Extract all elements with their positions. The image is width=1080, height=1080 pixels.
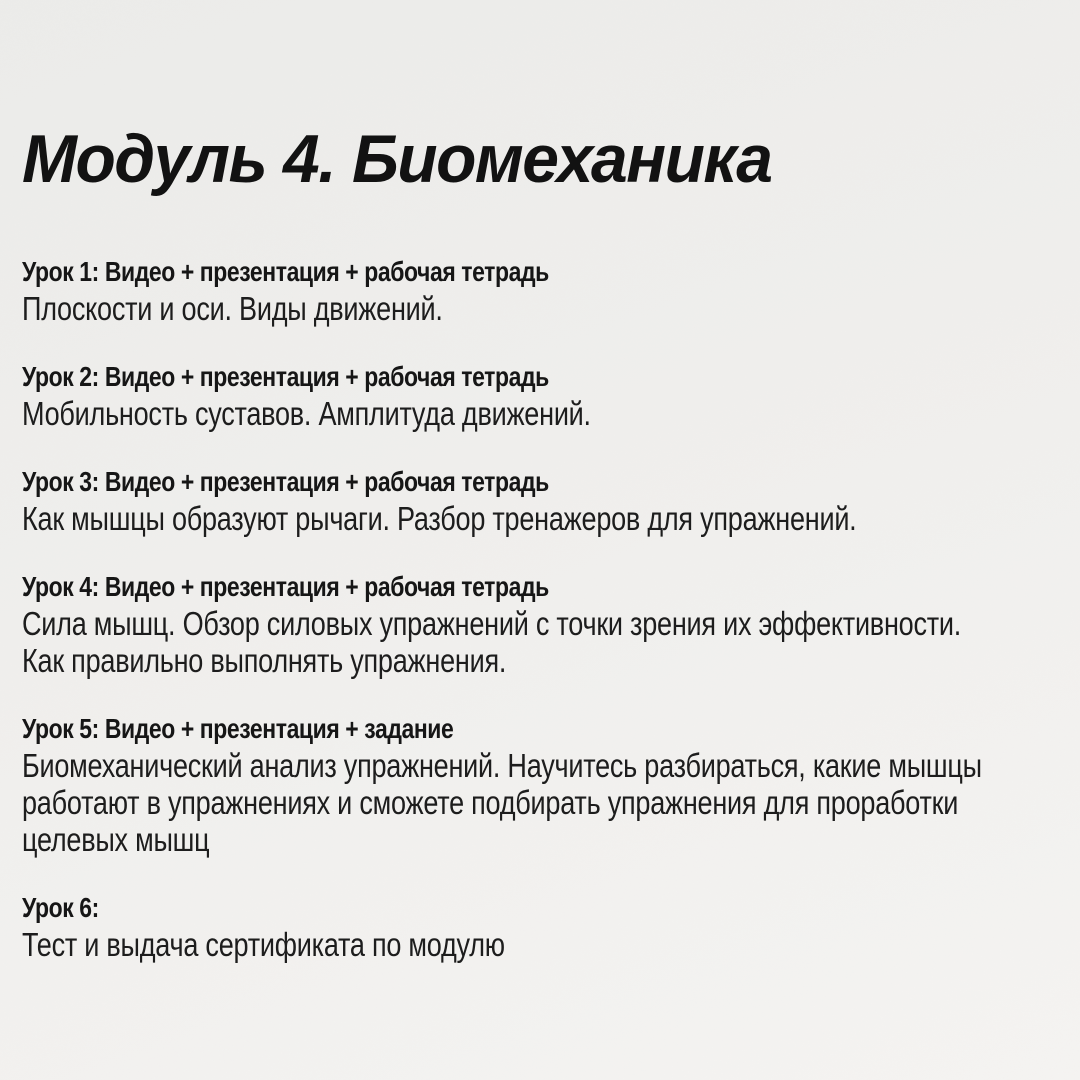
lesson-section-1: [22, 253, 1050, 327]
lesson-section-2: [22, 358, 1050, 432]
lesson-description-line: Тест и выдача сертификата по модулю: [22, 926, 505, 963]
lesson-header: Урок 2: Видео + презентация + рабочая тетрадь: [22, 361, 549, 392]
lesson-header: Урок 6:: [22, 892, 99, 923]
lesson-header: Урок 5: Видео + презентация + задание: [22, 713, 454, 744]
lesson-header: Урок 1: Видео + презентация + рабочая тетрадь: [22, 256, 549, 287]
lesson-section-6: [22, 889, 1050, 963]
lesson-description-line: работают в упражнениях и сможете подбирать упражнения для проработки: [22, 784, 959, 821]
lesson-description-line: Как правильно выполнять упражнения.: [22, 642, 507, 679]
lesson-section-3: [22, 463, 1050, 537]
module-title: Модуль 4. Биомеханика: [22, 121, 772, 197]
lesson-description-line: Плоскости и оси. Виды движений.: [22, 290, 443, 327]
lesson-list: [22, 253, 1050, 963]
lesson-description-line: Биомеханический анализ упражнений. Научитесь разбираться, какие мышцы: [22, 747, 982, 784]
lesson-section-5: [22, 710, 1050, 858]
lesson-description-line: целевых мышц: [22, 821, 210, 858]
lesson-section-4: [22, 568, 1050, 679]
lesson-description-line: Мобильность суставов. Амплитуда движений.: [22, 395, 591, 432]
lesson-header: Урок 4: Видео + презентация + рабочая тетрадь: [22, 571, 549, 602]
lesson-header: Урок 3: Видео + презентация + рабочая тетрадь: [22, 466, 549, 497]
lesson-description-line: Как мышцы образуют рычаги. Разбор тренажеров для упражнений.: [22, 500, 857, 537]
lesson-description-line: Сила мышц. Обзор силовых упражнений с точки зрения их эффективности.: [22, 605, 962, 642]
